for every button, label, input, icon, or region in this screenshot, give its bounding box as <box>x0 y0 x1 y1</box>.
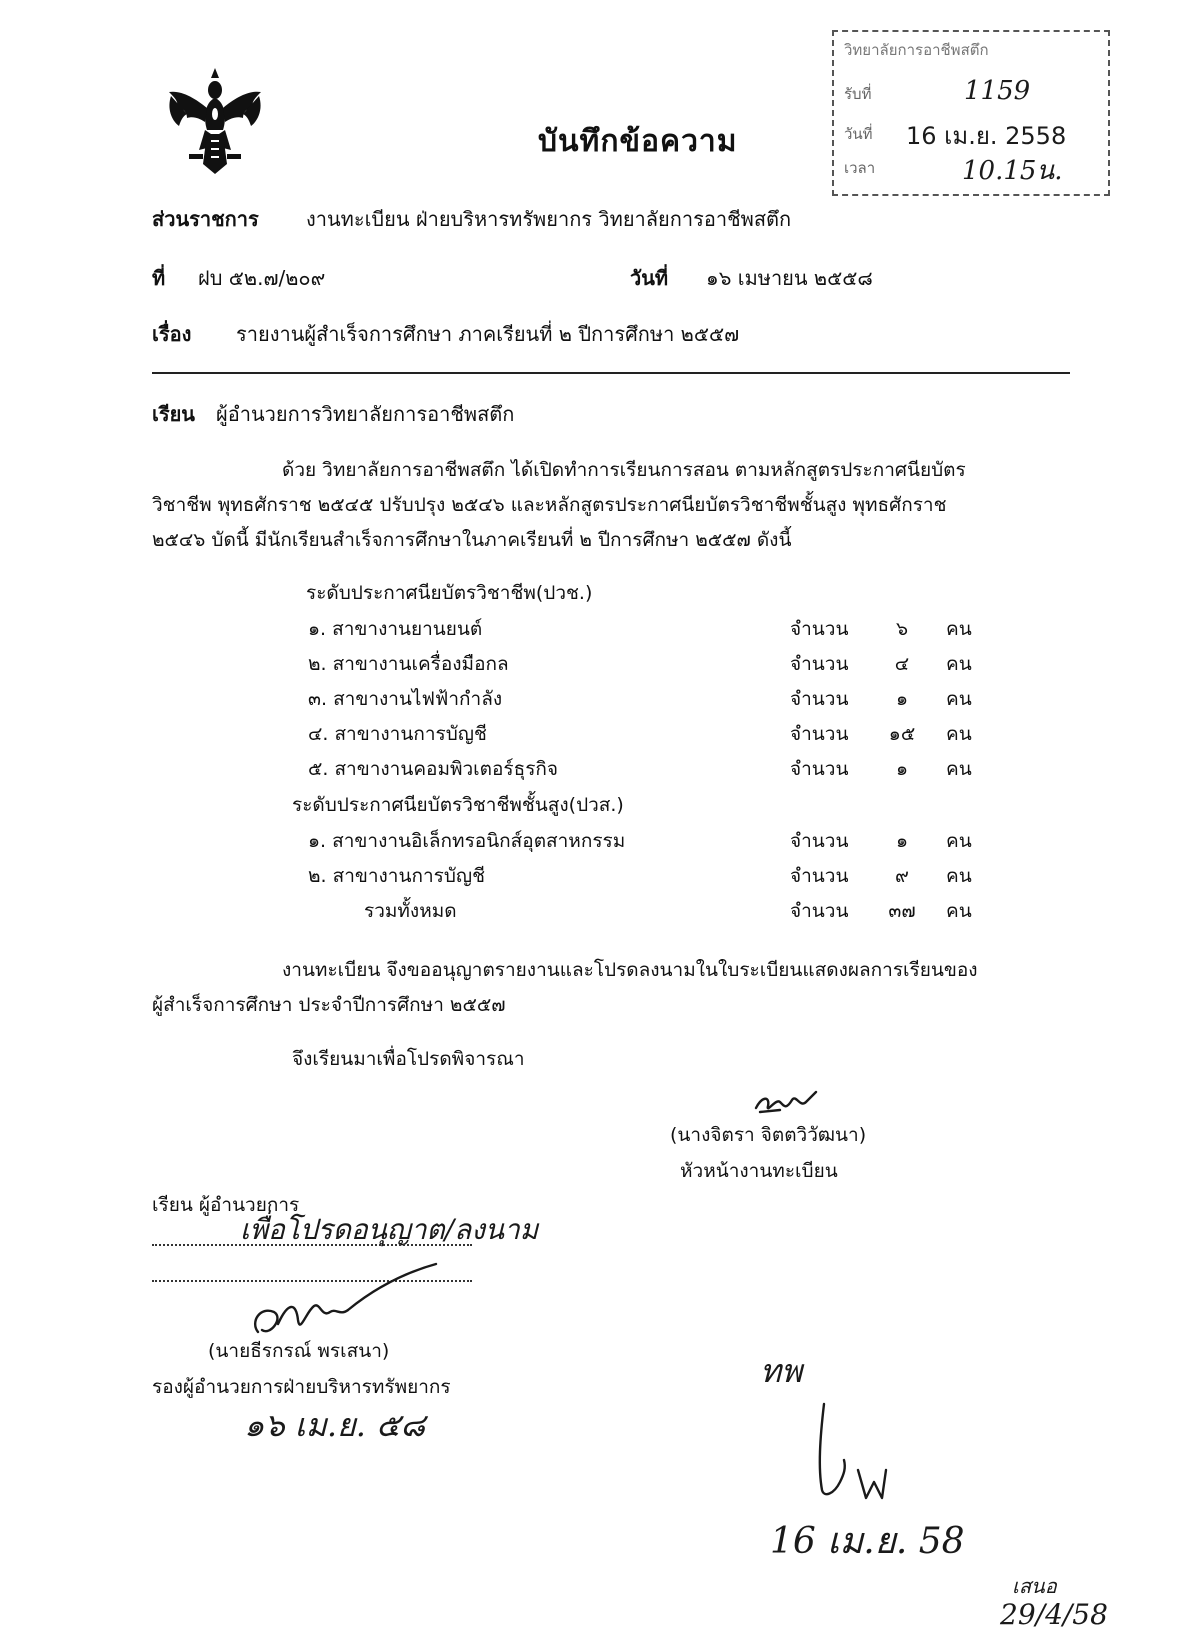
receiving-stamp <box>832 30 1110 196</box>
closing-text: จึงเรียนมาเพื่อโปรดพิจารณา <box>292 1048 525 1070</box>
director-signature-icon <box>800 1398 890 1508</box>
salutation-value: ผู้อำนวยการวิทยาลัยการอาชีพสตึก <box>216 402 515 426</box>
stamp-time-value: 10.15น. <box>962 156 1063 186</box>
program-count: ๑ <box>895 830 909 852</box>
dotted-line <box>152 1244 472 1246</box>
stamp-number-label: รับที่ <box>844 85 872 103</box>
stamp-org: วิทยาลัยการอาชีพสตึก <box>844 41 989 59</box>
garuda-emblem-icon <box>165 68 265 178</box>
program-unit: คน <box>946 688 972 710</box>
program-count-label: จำนวน <box>790 830 849 852</box>
stamp-time-row <box>844 150 1099 186</box>
ref-value: ฝบ ๕๒.๗/๒๐๙ <box>198 266 326 290</box>
signer-signature-icon <box>750 1088 820 1118</box>
program-row <box>0 754 1200 784</box>
program-unit: คน <box>946 865 972 887</box>
ref-label: ที่ <box>152 266 166 290</box>
program-count-label: จำนวน <box>790 688 849 710</box>
endorsement-to: เรียน ผู้อำนวยการ <box>152 1194 300 1216</box>
program-count: ๑ <box>895 688 909 710</box>
agency-value: งานทะเบียน ฝ่ายบริหารทรัพยากร วิทยาลัยการอาชีพสตึก <box>306 207 792 231</box>
program-name: ๑. สาขางานอิเล็กทรอนิกส์อุตสาหกรรม <box>308 830 626 852</box>
para1-line3: ๒๕๔๖ บัดนี้ มีนักเรียนสำเร็จการศึกษาในภาคเรียนที่ ๒ ปีการศึกษา ๒๕๕๗ ดังนี้ <box>152 529 792 551</box>
signer-name: (นางจิตรา จิตตวิวัฒนา) <box>670 1124 867 1146</box>
endorsement-handwritten-note: เพื่อโปรดอนุญาต/ลงนาม <box>240 1213 539 1246</box>
program-row <box>0 649 1200 679</box>
program-count: ๑๕ <box>888 723 916 745</box>
para1-line1: ด้วย วิทยาลัยการอาชีพสตึก ได้เปิดทำการเรียนการสอน ตามหลักสูตรประกาศนียบัตร <box>282 459 966 481</box>
stamp-date-value: 16 เม.ย. 2558 <box>906 122 1067 150</box>
program-unit: คน <box>946 723 972 745</box>
stamp-date-row <box>844 116 1099 152</box>
program-name: ๔. สาขางานการบัญชี <box>308 723 487 745</box>
program-count-label: จำนวน <box>790 758 849 780</box>
level2-title: ระดับประกาศนียบัตรวิชาชีพชั้นสูง(ปวส.) <box>292 794 624 816</box>
program-count: ๖ <box>895 618 909 640</box>
total-count: ๓๗ <box>888 900 916 922</box>
stamp-time-label: เวลา <box>844 159 876 177</box>
corner-note-line1: เสนอ <box>1012 1574 1057 1598</box>
subject-value: รายงานผู้สำเร็จการศึกษา ภาคเรียนที่ ๒ ปีการศึกษา ๒๕๕๗ <box>236 322 740 346</box>
program-count-label: จำนวน <box>790 618 849 640</box>
program-name: ๓. สาขางานไฟฟ้ากำลัง <box>308 688 503 710</box>
para2-line1: งานทะเบียน จึงขออนุญาตรายงานและโปรดลงนามในใบระเบียนแสดงผลการเรียนของ <box>282 959 978 981</box>
endorser-signature-icon <box>240 1262 460 1342</box>
program-unit: คน <box>946 653 972 675</box>
program-count: ๑ <box>895 758 909 780</box>
program-name: ๕. สาขางานคอมพิวเตอร์ธุรกิจ <box>308 758 559 780</box>
level1-title: ระดับประกาศนียบัตรวิชาชีพ(ปวช.) <box>306 582 593 604</box>
endorser-handwritten-date: ๑๖ เม.ย. ๕๘ <box>244 1406 425 1444</box>
endorser-name: (นายธีรกรณ์ พรเสนา) <box>208 1340 390 1362</box>
para1-line2: วิชาชีพ พุทธศักราช ๒๕๔๕ ปรับปรุง ๒๕๔๖ และหลักสูตรประกาศนียบัตรวิชาชีพชั้นสูง พุทธศักราช <box>152 494 947 516</box>
director-handwritten-note: ทพ <box>760 1352 803 1390</box>
subject-label: เรื่อง <box>152 322 192 346</box>
program-count-label: จำนวน <box>790 723 849 745</box>
program-row <box>0 684 1200 714</box>
total-unit: คน <box>946 900 972 922</box>
program-name: ๒. สาขางานเครื่องมือกล <box>308 653 509 675</box>
program-row <box>0 826 1200 856</box>
date-value: ๑๖ เมษายน ๒๕๕๘ <box>706 266 873 290</box>
total-label: รวมทั้งหมด <box>364 900 457 922</box>
program-unit: คน <box>946 758 972 780</box>
program-row <box>0 719 1200 749</box>
corner-note-line2: 29/4/58 <box>1000 1598 1108 1631</box>
stamp-date-label: วันที่ <box>844 125 873 143</box>
program-name: ๑. สาขางานยานยนต์ <box>308 618 483 640</box>
program-count: ๔ <box>894 653 910 675</box>
signer-position: หัวหน้างานทะเบียน <box>680 1160 838 1182</box>
program-count-label: จำนวน <box>790 653 849 675</box>
header-divider <box>152 372 1070 374</box>
program-count-label: จำนวน <box>790 865 849 887</box>
stamp-number-row <box>844 76 1099 112</box>
para2-line2: ผู้สำเร็จการศึกษา ประจำปีการศึกษา ๒๕๕๗ <box>152 994 506 1016</box>
memo-title: บันทึกข้อความ <box>538 124 738 159</box>
salutation-label: เรียน <box>152 402 195 426</box>
total-count-label: จำนวน <box>790 900 849 922</box>
program-row <box>0 614 1200 644</box>
program-count: ๙ <box>895 865 909 887</box>
program-name: ๒. สาขางานการบัญชี <box>308 865 485 887</box>
date-label: วันที่ <box>630 266 669 290</box>
program-row <box>0 861 1200 891</box>
total-row <box>0 896 1200 926</box>
stamp-number-value: 1159 <box>964 76 1031 106</box>
director-handwritten-date: 16 เม.ย. 58 <box>770 1521 965 1562</box>
endorser-position: รองผู้อำนวยการฝ่ายบริหารทรัพยากร <box>152 1376 451 1398</box>
agency-label: ส่วนราชการ <box>152 207 259 231</box>
program-unit: คน <box>946 618 972 640</box>
program-unit: คน <box>946 830 972 852</box>
